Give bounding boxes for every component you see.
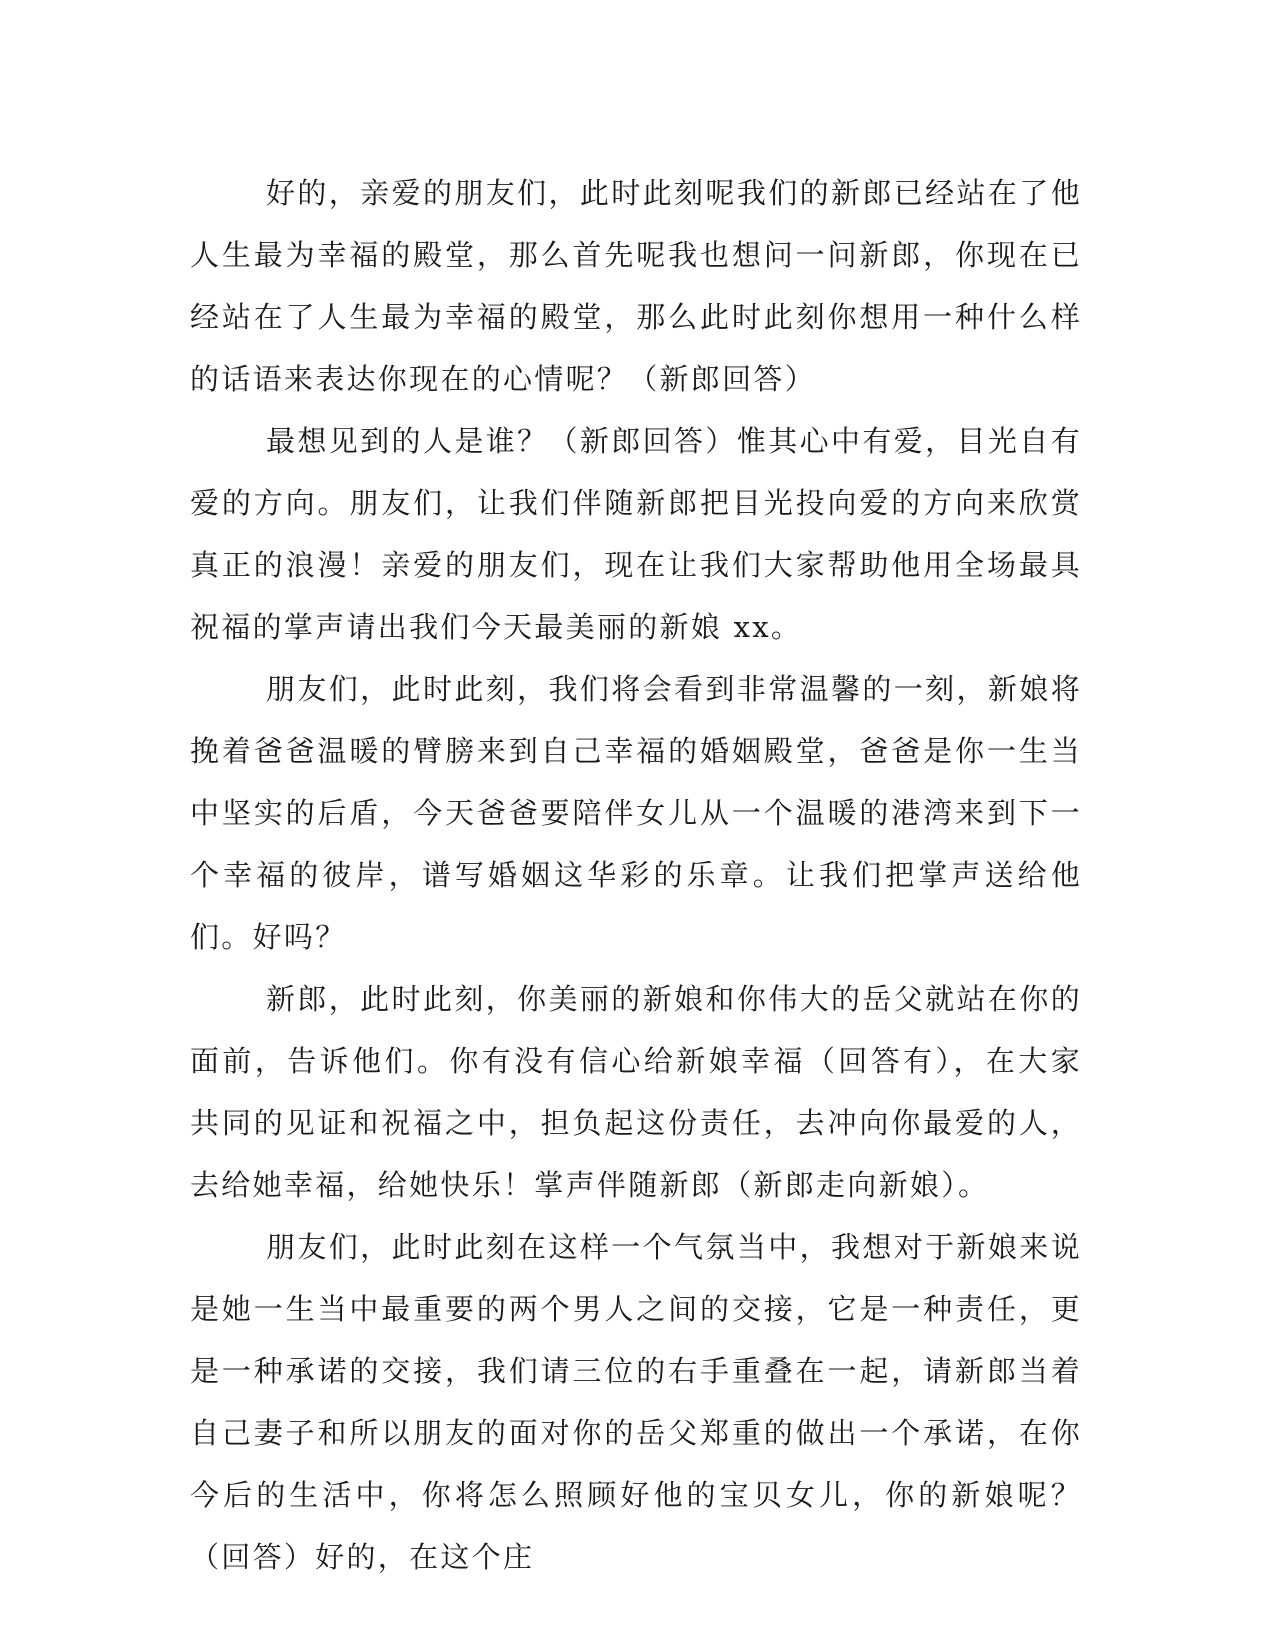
paragraph-4: 新郎，此时此刻，你美丽的新娘和你伟大的岳父就站在你的面前，告诉他们。你有没有信心给新娘幸福（回答有），在大家共同的见证和祝福之中，担负起这份责任，去冲向你最爱的人，去给她幸福，给她快乐！掌声伴随新郎（新郎走向新娘）。 [190,982,1082,1202]
paragraph-1: 好的，亲爱的朋友们，此时此刻呢我们的新郎已经站在了他人生最为幸福的殿堂，那么首先呢我也想问一问新郎，你现在已经站在了人生最为幸福的殿堂，那么此时此刻你想用一种什么样的话语来表达你现在的心情呢？（新郎回答） [190,176,1082,396]
document-body [190,162,1082,1588]
paragraph-2: 最想见到的人是谁？（新郎回答）惟其心中有爱，目光自有爱的方向。朋友们，让我们伴随新郎把目光投向爱的方向来欣赏真正的浪漫！亲爱的朋友们，现在让我们大家帮助他用全场最具祝福的掌声请出我们今天最美丽的新娘 xx。 [190,424,1082,644]
paragraph-5: 朋友们，此时此刻在这样一个气氛当中，我想对于新娘来说是她一生当中最重要的两个男人之间的交接，它是一种责任，更是一种承诺的交接，我们请三位的右手重叠在一起，请新郎当着自己妻子和所以朋友的面对你的岳父郑重的做出一个承诺，在你今后的生活中，你将怎么照顾好他的宝贝女儿，你的新娘呢？（回答）好的，在这个庄 [190,1230,1082,1574]
paragraph-3: 朋友们，此时此刻，我们将会看到非常温馨的一刻，新娘将挽着爸爸温暖的臂膀来到自己幸福的婚姻殿堂，爸爸是你一生当中坚实的后盾，今天爸爸要陪伴女儿从一个温暖的港湾来到下一个幸福的彼岸，谱写婚姻这华彩的乐章。让我们把掌声送给他们。好吗？ [190,672,1082,954]
